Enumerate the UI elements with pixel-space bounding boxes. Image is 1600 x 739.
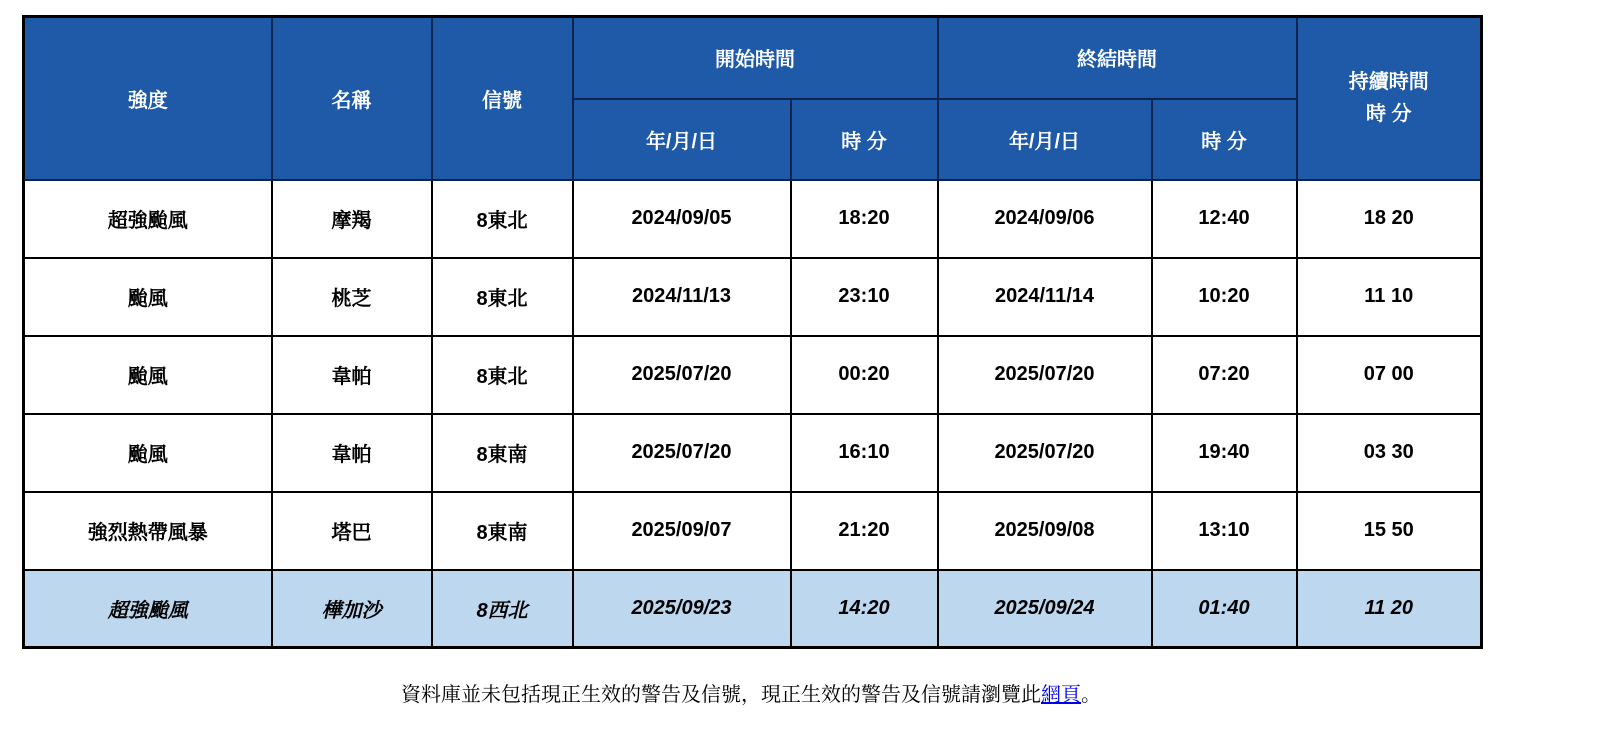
cell-signal: 8東北 [432,258,573,336]
header-end-hm: 時 分 [1152,99,1297,180]
header-intensity: 強度 [24,17,272,180]
cell-intensity: 颱風 [24,336,272,414]
header-duration-line2: 時 分 [1365,103,1412,126]
cell-start-hm: 16:10 [791,414,938,492]
cell-intensity: 超強颱風 [24,180,272,258]
table-row [24,492,1482,570]
footer-note-text: 資料庫並未包括現正生效的警告及信號，現正生效的警告及信號請瀏覽此 [401,684,1041,706]
cell-end-hm: 01:40 [1152,570,1297,648]
cell-start-date: 2024/09/05 [573,180,791,258]
footer-note [22,678,1480,707]
cell-start-hm: 21:20 [791,492,938,570]
header-start-time-group: 開始時間 [573,17,938,99]
cell-end-hm: 10:20 [1152,258,1297,336]
cell-end-hm: 13:10 [1152,492,1297,570]
table-row [24,258,1482,336]
cell-duration: 11 10 [1297,258,1482,336]
typhoon-signal-table [22,15,1483,649]
cell-duration: 15 50 [1297,492,1482,570]
cell-start-date: 2024/11/13 [573,258,791,336]
cell-end-date: 2025/07/20 [938,414,1152,492]
cell-duration: 18 20 [1297,180,1482,258]
cell-duration: 03 30 [1297,414,1482,492]
cell-end-date: 2024/09/06 [938,180,1152,258]
cell-name: 塔巴 [272,492,432,570]
cell-name: 桃芝 [272,258,432,336]
cell-start-hm: 18:20 [791,180,938,258]
cell-end-date: 2024/11/14 [938,258,1152,336]
cell-signal: 8東北 [432,180,573,258]
cell-start-hm: 23:10 [791,258,938,336]
cell-intensity: 颱風 [24,258,272,336]
table-row [24,180,1482,258]
cell-end-hm: 07:20 [1152,336,1297,414]
cell-end-date: 2025/07/20 [938,336,1152,414]
cell-name: 韋帕 [272,336,432,414]
cell-name: 摩羯 [272,180,432,258]
cell-start-date: 2025/09/07 [573,492,791,570]
cell-end-hm: 19:40 [1152,414,1297,492]
cell-end-date: 2025/09/08 [938,492,1152,570]
header-signal: 信號 [432,17,573,180]
cell-signal: 8東南 [432,414,573,492]
table-row [24,336,1482,414]
cell-start-hm: 00:20 [791,336,938,414]
cell-signal: 8東北 [432,336,573,414]
cell-signal: 8西北 [432,570,573,648]
cell-end-date: 2025/09/24 [938,570,1152,648]
header-start-hm: 時 分 [791,99,938,180]
cell-name: 韋帕 [272,414,432,492]
table-row [24,414,1482,492]
header-duration [1297,17,1482,180]
cell-duration: 11 20 [1297,570,1482,648]
table-row-highlighted [24,570,1482,648]
header-duration-line1: 持續時間 [1348,71,1429,94]
header-end-time-group: 終結時間 [938,17,1297,99]
cell-start-hm: 14:20 [791,570,938,648]
header-row-groups [24,17,1482,99]
cell-intensity: 超強颱風 [24,570,272,648]
header-name: 名稱 [272,17,432,180]
header-start-date: 年/月/日 [573,99,791,180]
cell-signal: 8東南 [432,492,573,570]
cell-end-hm: 12:40 [1152,180,1297,258]
footer-note-period: 。 [1081,684,1101,706]
current-warnings-link[interactable]: 網頁 [1041,684,1081,706]
cell-start-date: 2025/07/20 [573,336,791,414]
cell-start-date: 2025/07/20 [573,414,791,492]
cell-start-date: 2025/09/23 [573,570,791,648]
header-end-date: 年/月/日 [938,99,1152,180]
cell-intensity: 強烈熱帶風暴 [24,492,272,570]
cell-name: 樺加沙 [272,570,432,648]
cell-intensity: 颱風 [24,414,272,492]
cell-duration: 07 00 [1297,336,1482,414]
